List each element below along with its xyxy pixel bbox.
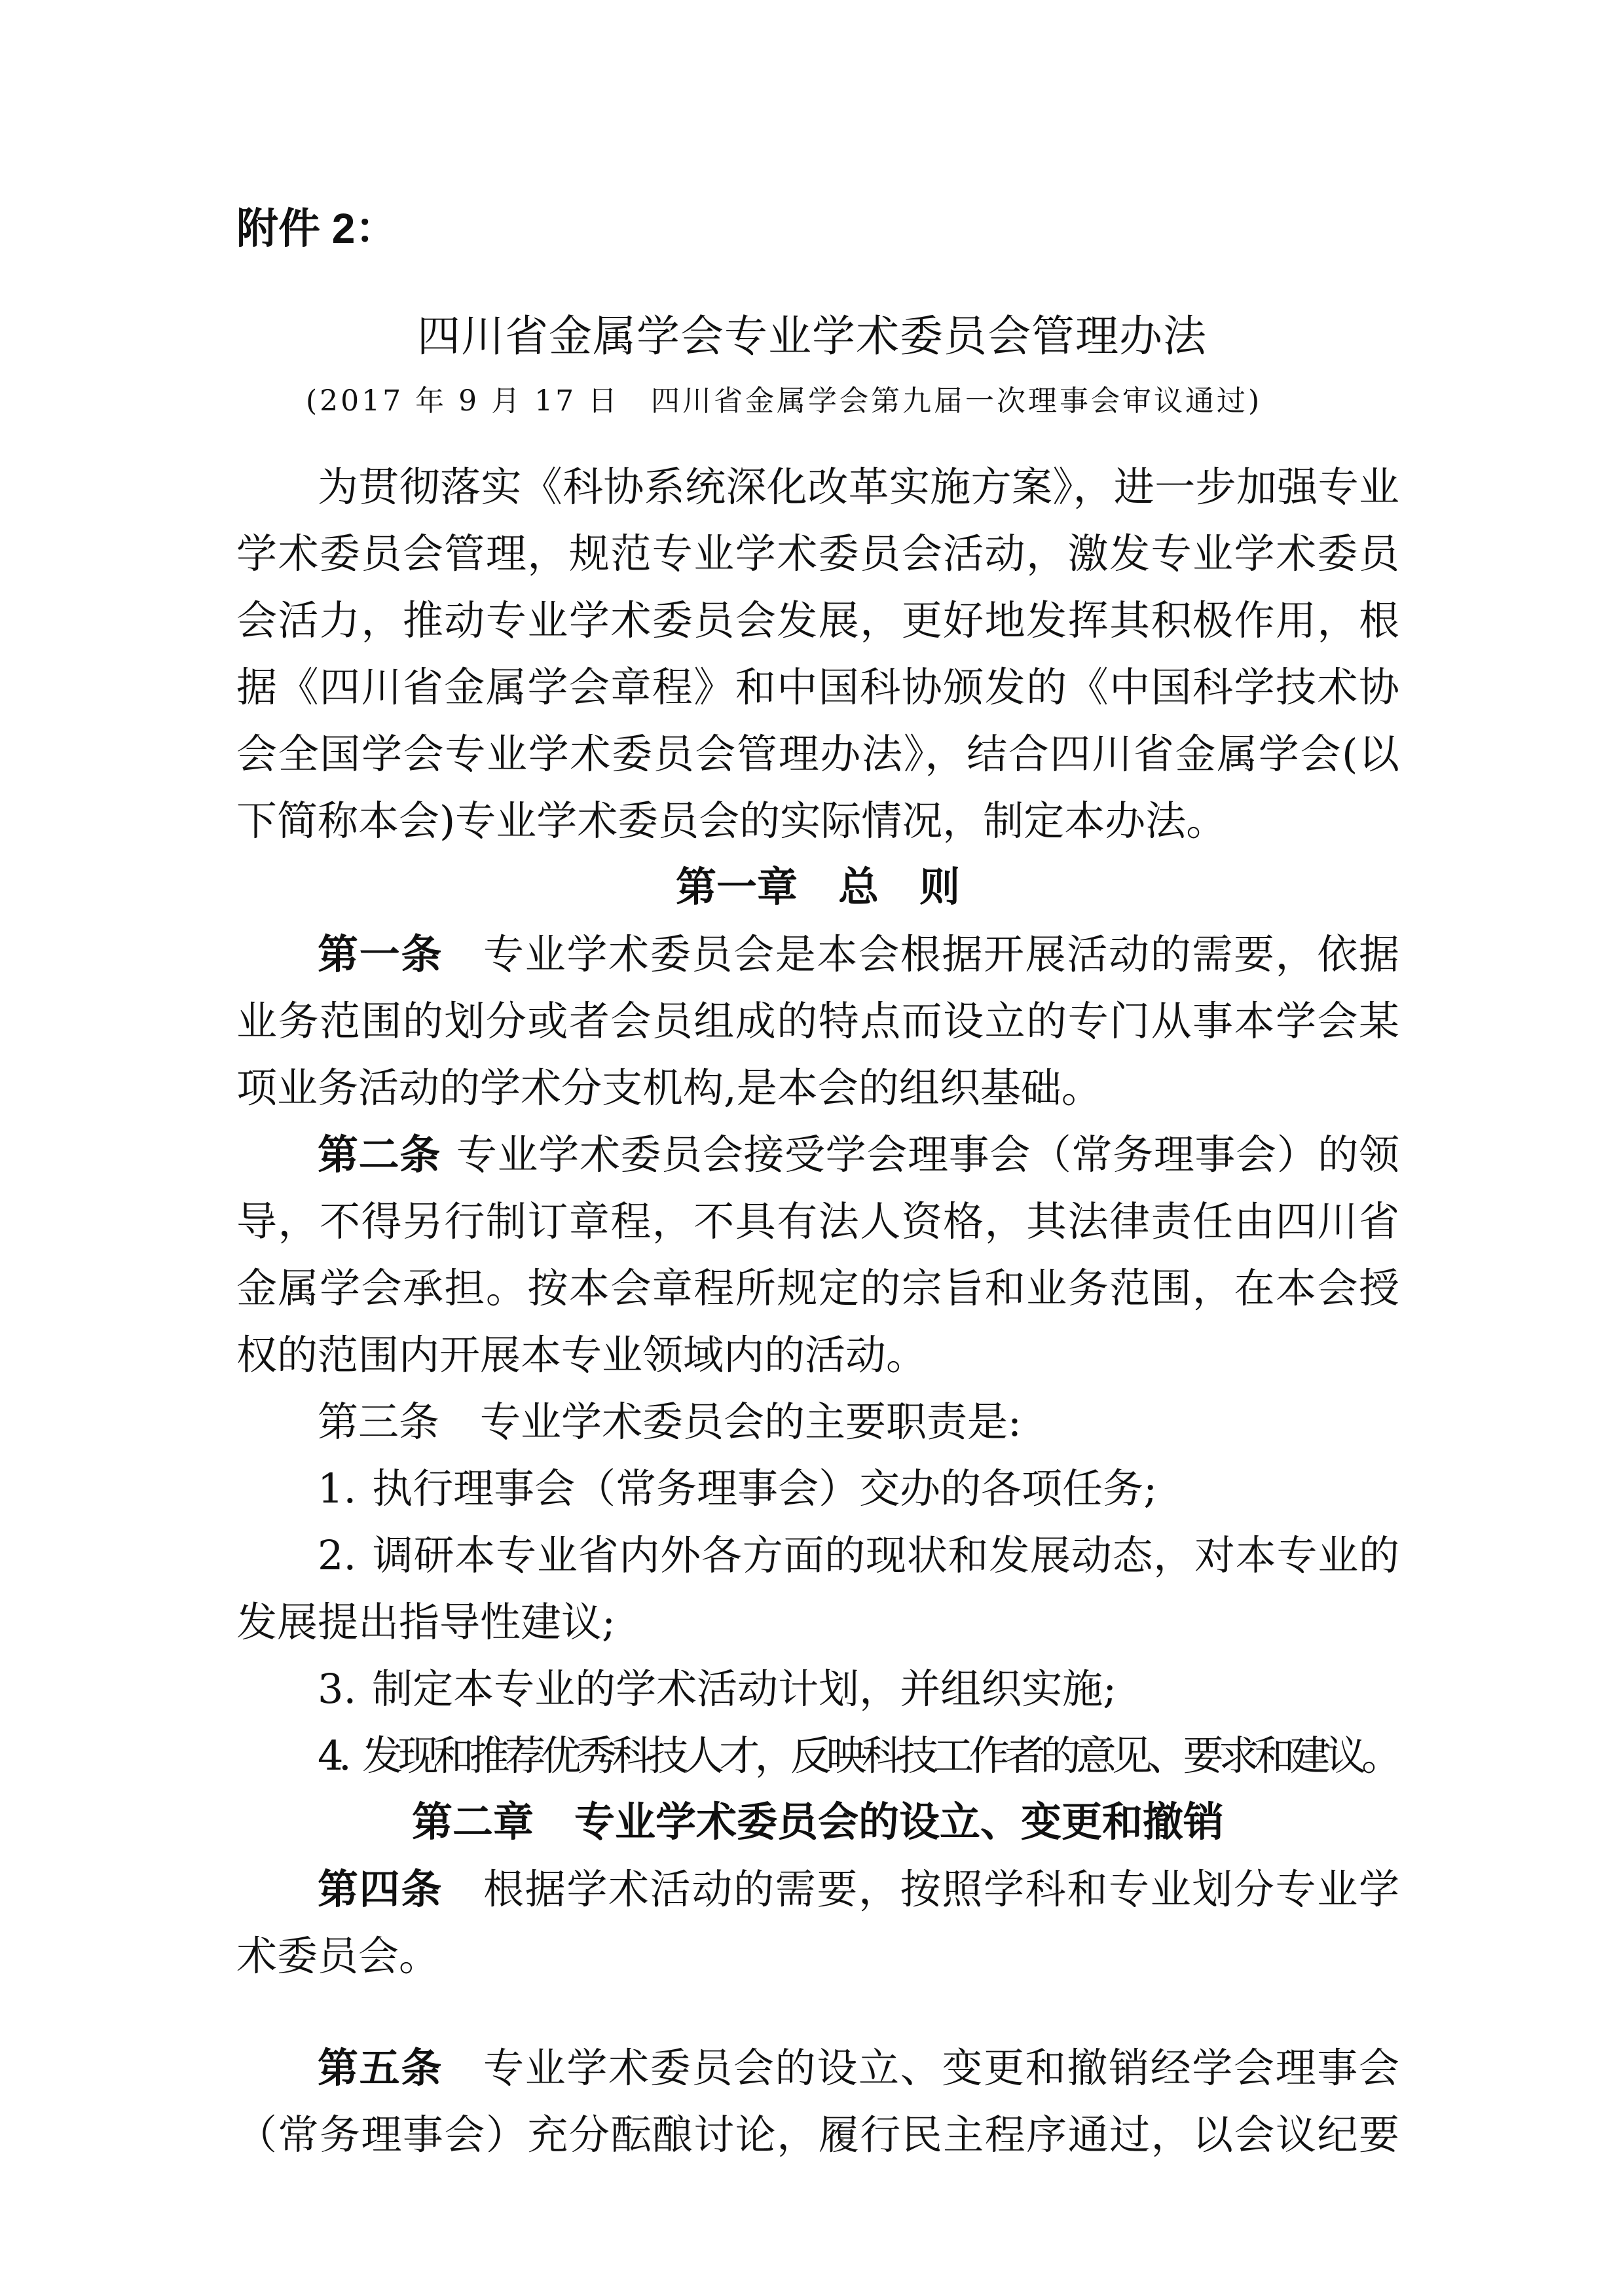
duty-item-3 [236, 1656, 1399, 1722]
text-line: 会活力，推动专业学术委员会发展，更好地发挥其积极作用，根 [236, 596, 1399, 644]
article-5 [236, 2035, 1399, 2168]
item-line [236, 1722, 1399, 1789]
item-number: 3. [318, 1665, 357, 1713]
duty-item-2 [236, 1522, 1399, 1656]
article-first-line [236, 921, 1399, 988]
article-label: 第三条 [318, 1398, 440, 1446]
document-title: 四川省金属学会专业学术委员会管理办法 [417, 311, 1207, 361]
item-text: 执行理事会（常务理事会）交办的各项任务; [372, 1465, 1158, 1512]
article-first-line [236, 1389, 1399, 1455]
text-line: 业务范围的划分或者会员组成的特点而设立的专门从事本学会某 [236, 997, 1399, 1045]
article-text: 专业学术委员会是本会根据开展活动的需要，依据 [483, 930, 1399, 978]
article-first-line [236, 1121, 1399, 1188]
item-text: 发现和推荐优秀科技人才，反映科技工作者的意见、要求和建议。 [362, 1732, 1397, 1779]
text-line: 金属学会承担。按本会章程所规定的宗旨和业务范围，在本会授 [236, 1264, 1399, 1312]
article-first-line [236, 1856, 1399, 1923]
chapter-heading: 第二章 专业学术委员会的设立、变更和撤销 [411, 1800, 1224, 1845]
article-2 [236, 1121, 1399, 1389]
article-1 [236, 921, 1399, 1121]
document-body [236, 454, 1399, 2168]
text-line: 导，不得另行制订章程，不具有法人资格，其法律责任由四川省 [236, 1197, 1399, 1245]
article-text: 专业学术委员会接受学会理事会（常务理事会）的领 [456, 1131, 1399, 1178]
article-text: 专业学术委员会的设立、变更和撤销经学会理事会 [483, 2044, 1399, 2092]
item-line [236, 1455, 1399, 1522]
article-first-line [236, 2035, 1399, 2102]
approval-note: (2017 年 9 月 17 日 四川省金属学会第九届一次理事会审议通过) [306, 384, 1263, 418]
chapter-heading: 第一章 总 则 [675, 865, 960, 910]
article-4 [236, 1856, 1399, 1990]
text-line: 权的范围内开展本专业领域内的活动。 [236, 1331, 927, 1379]
item-line [236, 1522, 1399, 1589]
item-text: 调研本专业省内外各方面的现状和发展动态，对本专业的 [372, 1531, 1399, 1579]
preamble-paragraph [236, 454, 1399, 854]
article-label: 第五条 [318, 2046, 443, 2091]
text-line: 项业务活动的学术分支机构,是本会的组织基础。 [236, 1064, 1102, 1112]
item-number: 2. [318, 1531, 357, 1579]
article-label: 第四条 [318, 1867, 443, 1912]
duty-item-1 [236, 1455, 1399, 1522]
article-3 [236, 1389, 1399, 1789]
article-text: 专业学术委员会的主要职责是: [480, 1398, 1022, 1446]
article-text: 根据学术活动的需要，按照学科和专业划分专业学 [483, 1865, 1399, 1913]
text-line: 据《四川省金属学会章程》和中国科协颁发的《中国科学技术协 [236, 663, 1399, 711]
text-line: 为贯彻落实《科协系统深化改革实施方案》，进一步加强专业 [318, 463, 1399, 511]
article-label: 第一条 [318, 932, 443, 977]
attachment-label: 附件 2： [236, 205, 397, 252]
article-label: 第二条 [318, 1133, 441, 1178]
text-line: 学术委员会管理，规范专业学术委员会活动，激发专业学术委员 [236, 530, 1399, 577]
text-line: 术委员会。 [236, 1932, 440, 1980]
item-line [236, 1656, 1399, 1722]
item-number: 1. [318, 1465, 357, 1512]
item-number: 4. [318, 1732, 347, 1779]
text-line: 会全国学会专业学术委员会管理办法》，结合四川省金属学会(以 [236, 730, 1399, 778]
item-text: 制定本专业的学术活动计划，并组织实施; [372, 1665, 1117, 1713]
text-line: （常务理事会）充分酝酿讨论，履行民主程序通过，以会议纪要 [236, 2111, 1399, 2159]
text-line: 发展提出指导性建议; [236, 1598, 616, 1646]
text-line: 下简称本会)专业学术委员会的实际情况，制定本办法。 [236, 797, 1227, 845]
duty-item-4 [236, 1722, 1399, 1789]
